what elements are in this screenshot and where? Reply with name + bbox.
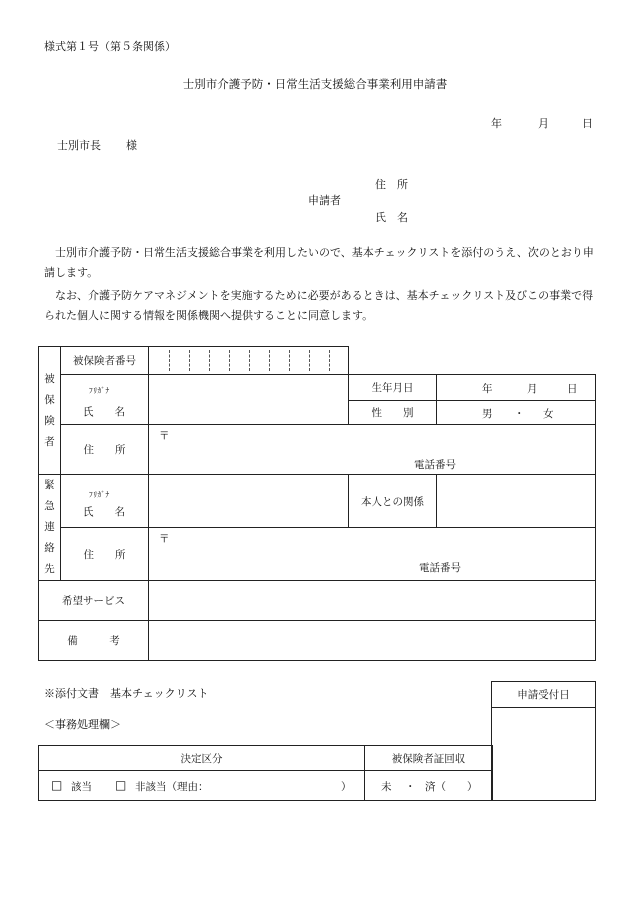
birth-date-label: 生年月日 (349, 375, 437, 401)
relation-field[interactable] (437, 475, 596, 528)
remarks-field[interactable] (149, 621, 596, 661)
consent-paragraph-1: 士別市介護予防・日常生活支援総合事業を利用したいので、基本チェックリストを添付のうえ、次のとおり申請します。 (44, 246, 594, 279)
sex-male-option: 男 (482, 408, 493, 420)
postal-mark: 〒 (159, 533, 170, 545)
insured-furigana-label: ﾌﾘｶﾞﾅ (89, 386, 110, 395)
insured-number-label: 被保険者番号 (61, 347, 149, 375)
date-day: 日 (582, 117, 593, 130)
decision-header: 決定区分 (39, 746, 365, 771)
date-month: 月 (538, 117, 549, 130)
insured-address-label: 住 所 (61, 425, 149, 475)
postal-mark: 〒 (159, 430, 170, 442)
sex-field[interactable]: 男 ・ 女 (437, 401, 596, 425)
emergency-address-field[interactable] (149, 528, 596, 581)
insured-number-field[interactable] (149, 347, 349, 375)
card-collection-header: 被保険者証回収 (365, 746, 493, 771)
applicant-address-label: 住 所 (375, 178, 408, 191)
service-field[interactable] (149, 581, 596, 621)
reception-date-label: 申請受付日 (492, 682, 596, 708)
applicant-label: 申請者 (308, 194, 341, 207)
applicable-label: 該当 (71, 781, 92, 793)
checkbox-not-applicable[interactable]: □ (115, 778, 127, 792)
decision-field: □ 該当 □ 非該当（理由： ） (39, 771, 365, 801)
reception-date-field[interactable] (492, 708, 596, 801)
page-title: 士別市介護予防・日常生活支援総合事業利用申請書 (182, 77, 448, 91)
checkbox-applicable[interactable]: □ (51, 778, 63, 792)
date-year: 年 (491, 117, 502, 130)
emergency-side-label: 緊急連絡先 (39, 475, 61, 581)
insured-phone-label: 電話番号 (414, 459, 456, 471)
insured-address-field[interactable] (149, 425, 596, 475)
remarks-label: 備 考 (39, 621, 149, 661)
applicant-name-label: 氏 名 (375, 211, 408, 224)
emergency-address-label: 住 所 (61, 528, 149, 581)
addressee-name: 士別市長 (57, 139, 101, 152)
not-applicable-label: 非該当（理由： (135, 781, 209, 793)
consent-paragraph-2: なお、介護予防ケアマネジメントを実施するために必要があるときは、基本チェックリスト及びこの事業で得られた個人に関する情報を関係機関へ提供することに同意します。 (44, 289, 594, 322)
form-number: 様式第１号（第５条関係） (44, 40, 176, 53)
emergency-name-field[interactable] (149, 475, 349, 528)
office-section-label: ＜事務処理欄＞ (44, 718, 121, 731)
application-table (38, 346, 596, 661)
relation-label: 本人との関係 (349, 475, 437, 528)
emergency-name-label: ﾌﾘｶﾞﾅ 氏 名 (61, 475, 149, 528)
sex-female-option: 女 (543, 408, 554, 420)
addressee-honorific: 様 (126, 139, 137, 152)
insured-side-label: 被保険者 (39, 347, 61, 475)
sex-label: 性 別 (349, 401, 437, 425)
emergency-furigana-label: ﾌﾘｶﾞﾅ (89, 490, 110, 499)
insured-name-label: ﾌﾘｶﾞﾅ 氏 名 (61, 375, 149, 425)
reception-date-table (491, 681, 596, 801)
decision-table (38, 745, 493, 801)
card-collection-field[interactable]: 未 ・ 済（ ） (365, 771, 493, 801)
birth-date-field[interactable]: 年 月 日 (437, 375, 596, 401)
emergency-phone-label: 電話番号 (419, 562, 461, 574)
attachment-note: ※添付文書 基本チェックリスト (44, 687, 209, 700)
insured-name-field[interactable] (149, 375, 349, 425)
service-label: 希望サービス (39, 581, 149, 621)
